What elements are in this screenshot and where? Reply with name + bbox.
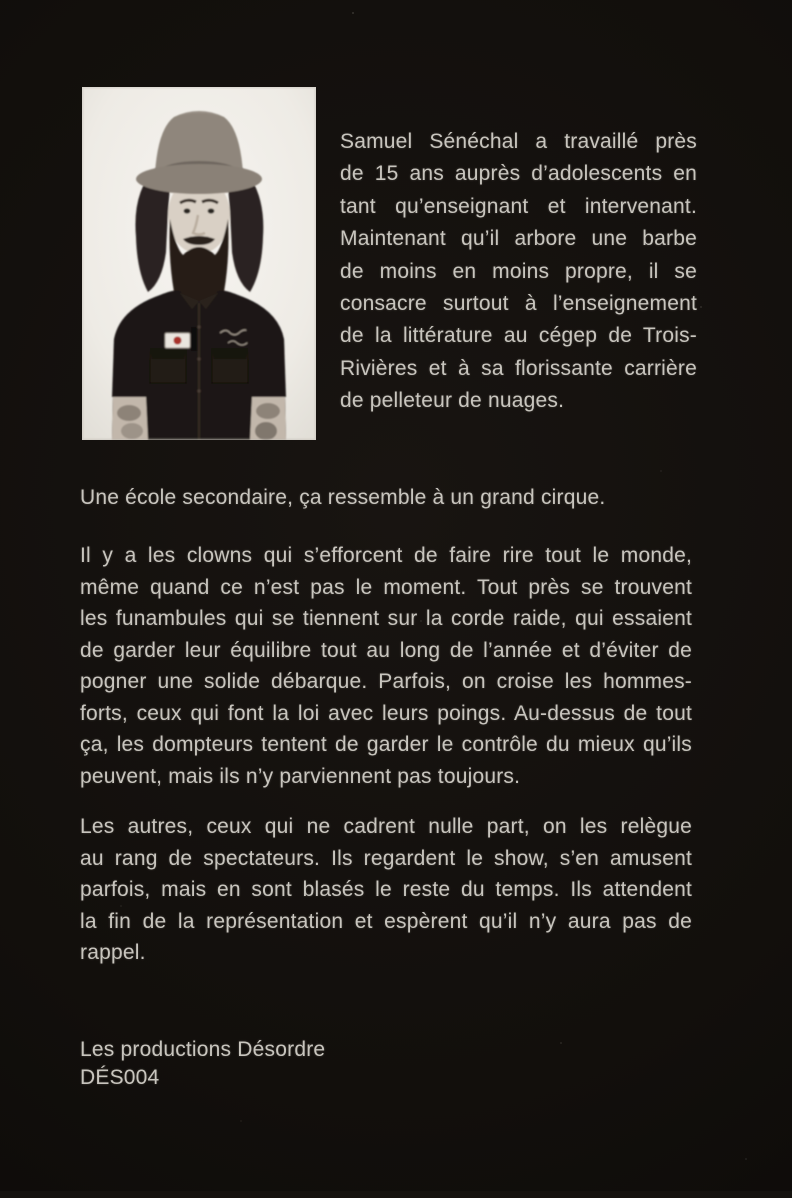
text-line: peuvent, mais ils n’y parviennent pas toujours.	[80, 764, 521, 788]
text-line: forts, ceux qui font la loi avec leurs poings. Au-dessus de tout	[80, 701, 692, 725]
publisher-info	[80, 1036, 325, 1092]
text-line: Maintenant qu’il arbore une barbe	[340, 227, 697, 251]
text-line: Il y a les clowns qui s’efforcent de faire rire tout le monde,	[80, 544, 692, 567]
text-line: de pelleteur de nuages.	[340, 389, 565, 413]
text-line: de moins en moins propre, il se	[340, 259, 697, 283]
synopsis-paragraph-circus	[80, 540, 692, 792]
text-line: de 15 ans auprès d’adolescents en	[340, 162, 697, 186]
text-line: pogner une solide débarque. Parfois, on croise les hommes-	[80, 670, 692, 693]
publisher-name: Les productions Désordre	[80, 1038, 326, 1061]
text-line: au rang de spectateurs. Ils regardent le show, s’en amusent	[80, 846, 692, 870]
text-line: de la littérature au cégep de Trois-	[340, 324, 697, 348]
text-line: rappel.	[80, 941, 146, 964]
text-line: Les autres, ceux qui ne cadrent nulle part, on les relègue	[80, 815, 692, 838]
synopsis-paragraph-spectators	[80, 811, 692, 969]
text-line: de garder leur équilibre tout au long de l’année et d’éviter de	[80, 638, 692, 662]
text-line: ça, les dompteurs tentent de garder le contrôle du mieux qu’ils	[80, 733, 692, 756]
text-line: parfois, mais en sont blasés le reste du temps. Ils attendent	[80, 878, 692, 901]
text-line: Une école secondaire, ça ressemble à un grand cirque.	[80, 486, 606, 509]
text-line: les funambules qui se tiennent sur la corde raide, qui essaient	[80, 607, 692, 630]
text-line: consacre surtout à l’enseignement	[340, 292, 697, 316]
synopsis-opening-line	[80, 482, 692, 514]
text-line: même quand ce n’est pas le moment. Tout près se trouvent	[80, 575, 692, 599]
text-line: tant qu’enseignant et intervenant.	[340, 194, 697, 218]
author-photo	[82, 87, 316, 440]
author-portrait-illustration	[82, 87, 316, 440]
author-bio	[340, 126, 697, 418]
text-line: Samuel Sénéchal a travaillé près	[340, 130, 697, 153]
text-line: Rivières et à sa florissante carrière	[340, 356, 697, 380]
catalog-code: DÉS004	[80, 1066, 160, 1089]
text-line: la fin de la représentation et espèrent qu’il n’y aura pas de	[80, 909, 692, 933]
scan-edge-artifact	[0, 1191, 792, 1198]
